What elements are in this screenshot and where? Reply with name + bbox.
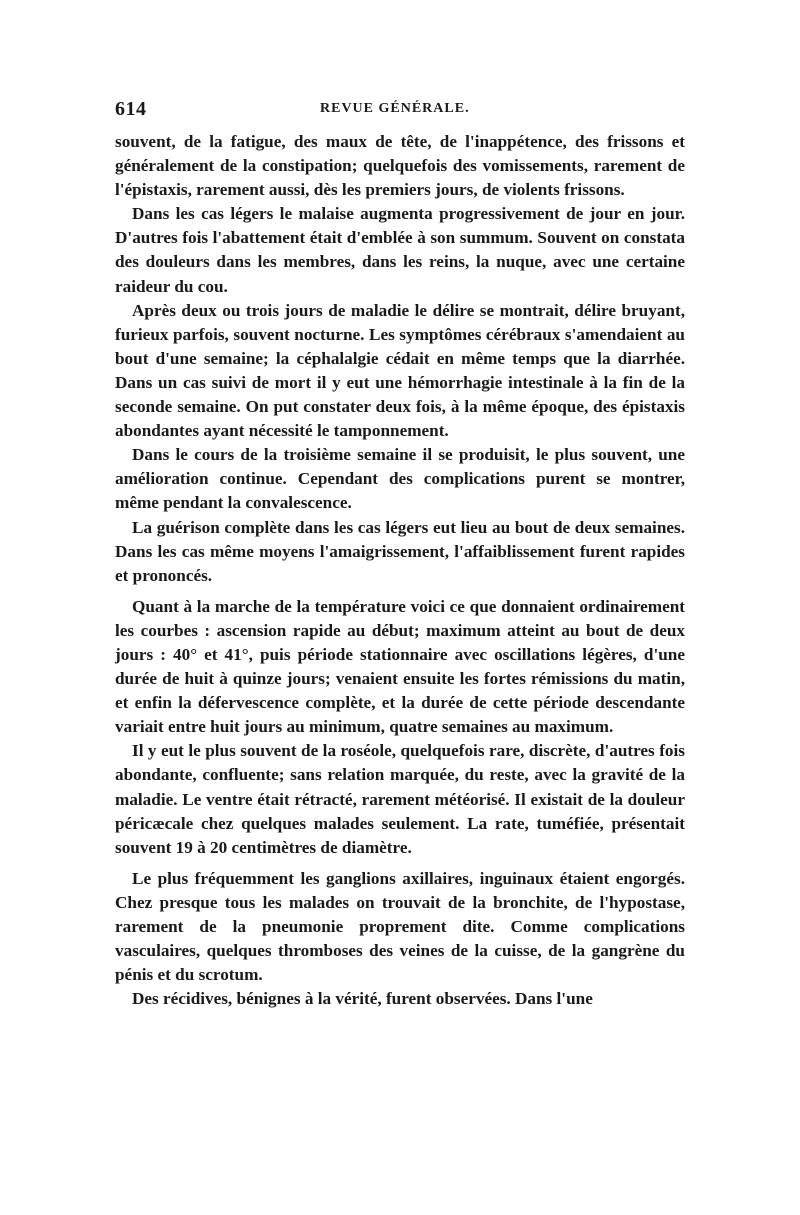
running-title: REVUE GÉNÉRALE.	[320, 101, 470, 116]
paragraph: souvent, de la fatigue, des maux de tête, de l'inappétence, des frissons et généralement de la constipation; quelquefois des vomissements, rarement de l'épistaxis, rarement aussi, dès les premiers jours, de violents frissons.	[115, 132, 685, 200]
paragraph: Dans les cas légers le malaise augmenta progressivement de jour en jour. D'autres fois l'abattement était d'emblée à son summum. Souvent on constata des douleurs dans les membres, dans les reins, la nuque, avec une certaine raideur du cou.	[115, 204, 685, 296]
paragraph: Le plus fréquemment les ganglions axillaires, inguinaux étaient engorgés. Chez presque tous les malades on trouvait de la bronchite, de l'hypostase, rarement de la pneumonie proprement dite. Comme complications vasculaires, quelques thromboses des veines de la cuisse, de la gangrène du pénis et du scrotum.	[115, 868, 685, 985]
document-page	[115, 98, 685, 1011]
page-header	[115, 98, 685, 124]
paragraph: Quant à la marche de la température voici ce que donnaient ordinairement les courbes : ascension rapide au début; maximum atteint au bout de deux jours : 40° et 41°, puis période stationnaire avec oscillations légères, d'une durée de huit à quinze jours; venaient ensuite les fortes rémissions du matin, et enfin la défervescence complète, et la durée de cette période descendante variait entre huit jours au minimum, quatre semaines au maximum.	[115, 596, 685, 737]
paragraph: La guérison complète dans les cas légers eut lieu au bout de deux semaines. Dans les cas même moyens l'amaigrissement, l'affaiblissement furent rapides et prononcés.	[115, 517, 685, 585]
paragraph: Dans le cours de la troisième semaine il se produisit, le plus souvent, une amélioration continue. Cependant des complications purent se montrer, même pendant la convalescence.	[115, 445, 685, 513]
paragraph: Des récidives, bénignes à la vérité, furent observées. Dans l'une	[132, 989, 593, 1009]
paragraph: Il y eut le plus souvent de la roséole, quelquefois rare, discrète, d'autres fois abondante, confluente; sans relation marquée, du reste, avec la gravité de la maladie. Le ventre était rétracté, rarement météorisé. Il existait de la douleur péricæcale chez quelques malades seulement. La rate, tuméfiée, présentait souvent 19 à 20 centimètres de diamètre.	[115, 741, 685, 857]
paragraph: Après deux ou trois jours de maladie le délire se montrait, délire bruyant, furieux parfois, souvent nocturne. Les symptômes cérébraux s'amendaient au bout d'une semaine; la céphalalgie cédait en même temps que la diarrhée. Dans un cas suivi de mort il y eut une hémorrhagie intestinale à la fin de la seconde semaine. On put constater deux fois, à la même époque, des épistaxis abondantes ayant nécessité le tamponnement.	[115, 300, 685, 441]
page-number: 614	[115, 98, 147, 120]
